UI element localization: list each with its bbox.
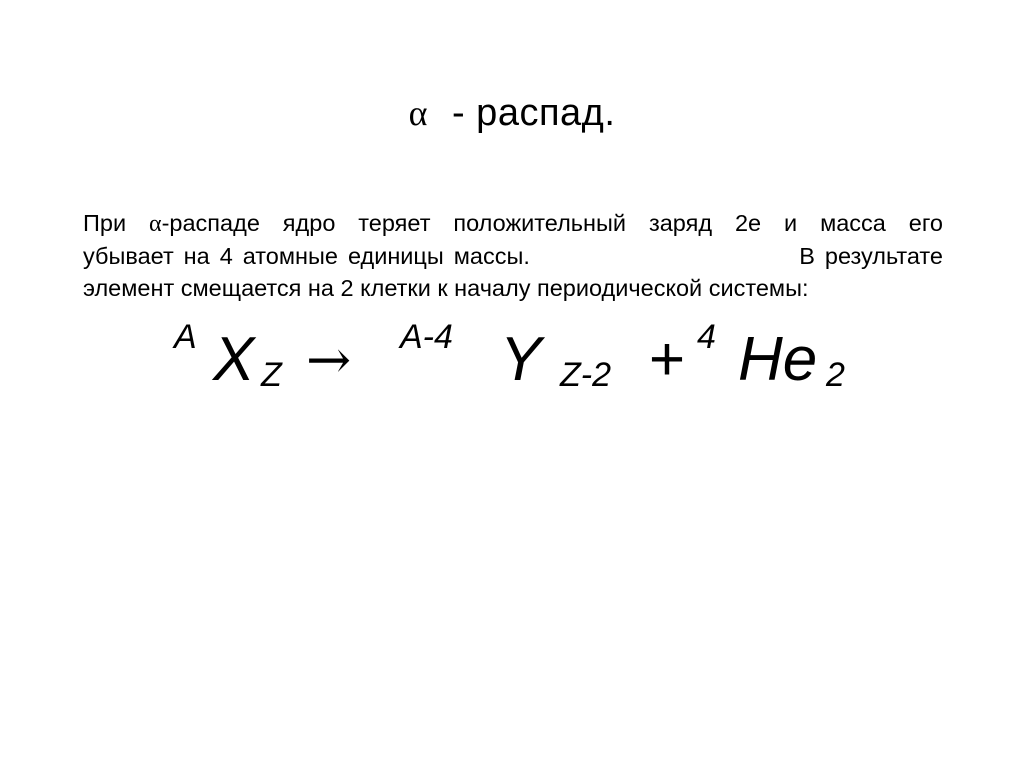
slide-title [0, 88, 1024, 138]
paragraph-line-2: убывает на 4 атомные единицы массы. В результате [83, 243, 943, 269]
body-paragraph [83, 207, 943, 304]
parent-element-symbol: X [213, 325, 255, 394]
line1-rest: -распаде ядро теряет положительный заряд 2е и масса его [161, 210, 943, 236]
charge-number-daughter: Z-2 [560, 356, 611, 394]
reaction-arrow-icon: → [306, 328, 352, 391]
charge-number-parent: Z [261, 356, 282, 394]
mass-number-helium: 4 [697, 318, 716, 356]
daughter-element-symbol: Y [500, 325, 542, 394]
alpha-symbol: α [408, 93, 428, 133]
helium-symbol: He [738, 325, 818, 394]
plus-sign: + [648, 325, 685, 394]
alpha-symbol-inline: α [149, 211, 162, 237]
paragraph-line-1 [83, 207, 943, 240]
line1-start: При [83, 210, 150, 236]
charge-number-helium: 2 [826, 356, 845, 394]
title-text: - распад. [451, 92, 616, 134]
mass-number-parent: A [174, 318, 197, 356]
mass-number-daughter: A-4 [400, 318, 453, 356]
paragraph-line-3: элемент смещается на 2 клетки к началу периодической системы: [83, 275, 809, 301]
decay-equation [0, 312, 1024, 422]
